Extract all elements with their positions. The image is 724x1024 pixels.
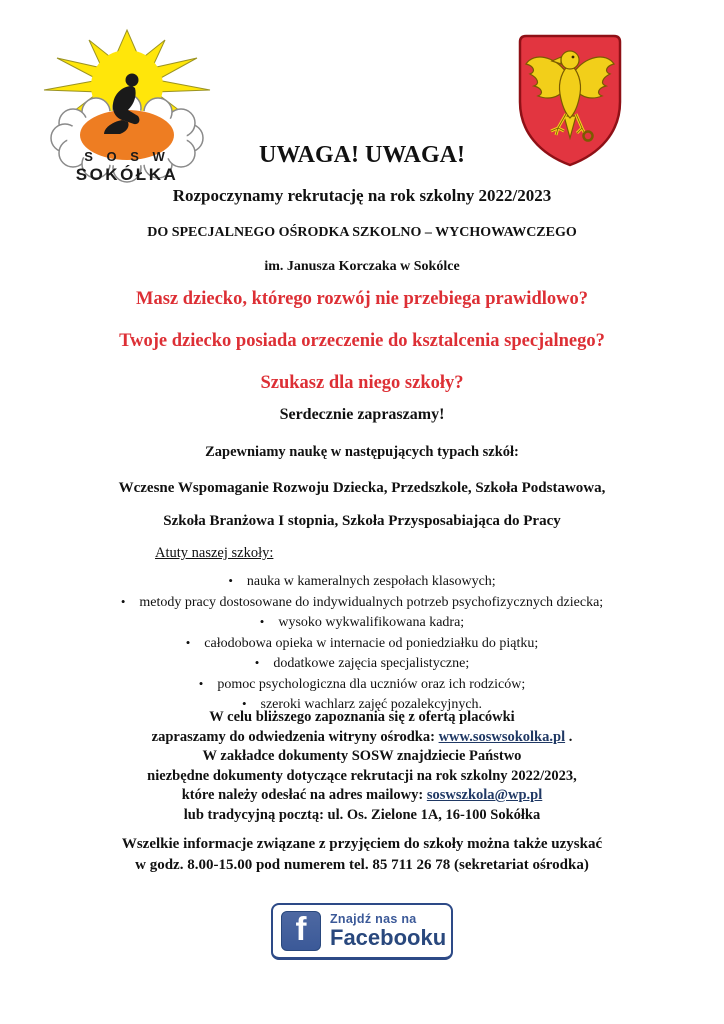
logo-acronym: S O S W xyxy=(84,149,170,164)
question-3: Szukasz dla niego szkoły? xyxy=(260,373,464,393)
bullet-icon: • xyxy=(259,614,265,629)
offer-schools-2: Szkoła Branżowa I stopnia, Szkoła Przysposabiająca do Pracy xyxy=(163,513,561,529)
bullet-icon: • xyxy=(185,634,191,650)
website-link[interactable]: www.soswsokolka.pl xyxy=(438,728,566,745)
subheadline-patron: im. Janusza Korczaka w Sokólce xyxy=(264,259,460,274)
question-2: Twoje dziecko posiada orzeczenie do ksztalcenia specjalnego? xyxy=(119,331,605,351)
advantages-list xyxy=(0,571,724,715)
info-line-2: w godz. 8.00-15.00 pod numerem tel. 85 711 26 78 (sekretariat ośrodka) xyxy=(135,856,589,873)
website-prefix: zapraszamy do odwiedzenia witryny ośrodka: xyxy=(151,728,439,745)
offer-schools-1: Wczesne Wspomaganie Rozwoju Dziecka, Przedszkole, Szkoła Podstawowa, xyxy=(118,480,606,496)
contact-line-2 xyxy=(0,728,724,748)
bullet-icon: • xyxy=(228,573,233,588)
facebook-text xyxy=(330,912,446,950)
contact-line-5 xyxy=(0,786,724,806)
facebook-f-icon: f xyxy=(281,911,321,951)
offer-intro: Zapewniamy naukę w następujących typach szkół: xyxy=(205,444,519,460)
facebook-find-us-label: Znajdź nas na xyxy=(330,912,417,926)
list-item: • całodobowa opieka w internacie od poniedziałku do piątku; xyxy=(185,634,539,651)
list-item: • nauka w kameralnych zespołach klasowych; xyxy=(228,573,496,589)
question-1: Masz dziecko, którego rozwój nie przebiega prawidlowo? xyxy=(136,289,588,309)
list-item: • pomoc psychologiczna dla uczniów oraz ich rodziców; xyxy=(198,675,526,692)
list-item: • wysoko wykwalifikowana kadra; xyxy=(259,614,465,630)
website-suffix: . xyxy=(565,728,573,745)
headline: UWAGA! UWAGA! xyxy=(259,142,465,168)
contact-line-1: W celu bliższego zapoznania się z ofertą placówki xyxy=(209,709,515,725)
bullet-icon: • xyxy=(254,655,260,670)
facebook-label: Facebooku xyxy=(330,925,447,950)
contact-line-4: niezbędne dokumenty dotyczące rekrutacji na rok szkolny 2022/2023, xyxy=(147,767,577,784)
bullet-icon: • xyxy=(198,675,204,691)
contact-line-3: W zakładce dokumenty SOSW znajdziecie Państwo xyxy=(202,748,522,764)
list-item: • metody pracy dostosowane do indywidualnych potrzeb psychofizycznych dziecka; xyxy=(120,593,604,610)
list-item: • dodatkowe zajęcia specjalistyczne; xyxy=(254,655,470,671)
phone-info xyxy=(0,834,724,875)
info-line-1: Wszelkie informacje związane z przyjęciem do szkoły można także uzyskać xyxy=(121,836,603,852)
logo-city: SOKÓŁKA xyxy=(75,165,179,184)
list-item: • szeroki wachlarz zajęć pozalekcyjnych. xyxy=(241,696,483,712)
email-link[interactable]: soswszkola@wp.pl xyxy=(426,787,543,803)
advantages-heading: Atuty naszej szkoły: xyxy=(155,545,274,561)
contact-paragraph xyxy=(0,708,724,825)
email-prefix: które należy odesłać na adres mailowy: xyxy=(181,787,427,803)
bullet-icon: • xyxy=(241,696,247,711)
invitation: Serdecznie zapraszamy! xyxy=(279,406,445,423)
subheadline-recruitment: Rozpoczynamy rekrutację na rok szkolny 2022/2023 xyxy=(172,186,552,205)
subheadline-center-name: DO SPECJALNEGO OŚRODKA SZKOLNO – WYCHOWAWCZEGO xyxy=(147,225,577,240)
bullet-icon: • xyxy=(120,593,126,609)
facebook-badge[interactable] xyxy=(271,903,453,960)
contact-line-6: lub tradycyjną pocztą: ul. Os. Zielone 1A, 16-100 Sokółka xyxy=(183,806,541,823)
